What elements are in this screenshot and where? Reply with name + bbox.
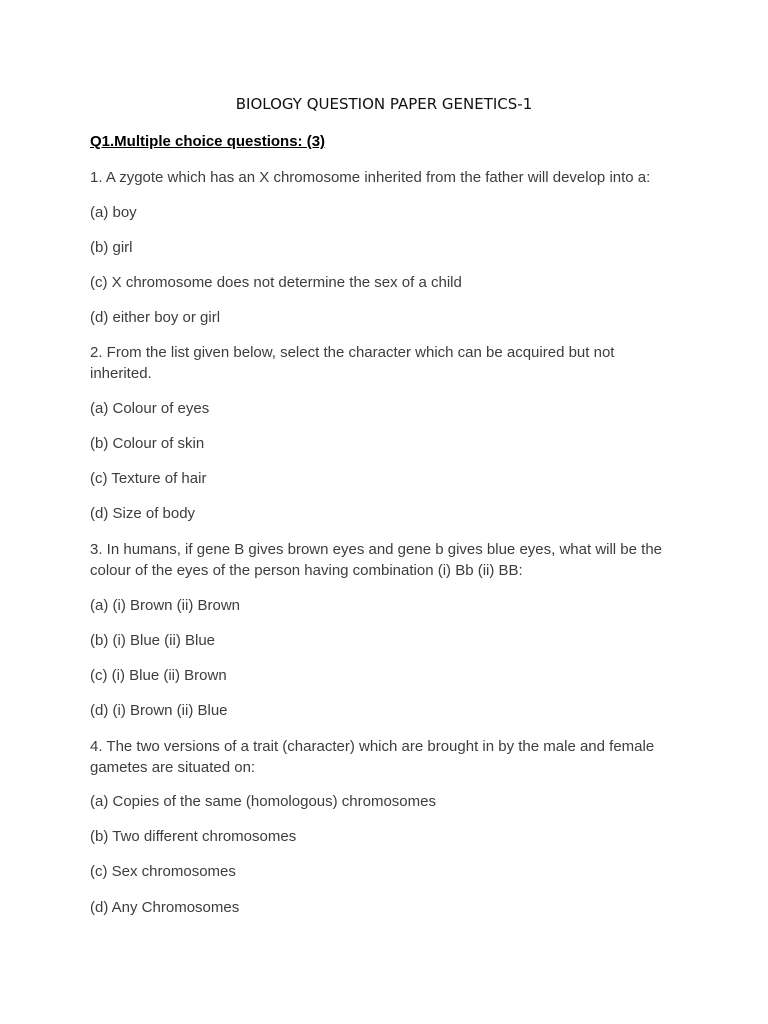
question-4-option-a: (a) Copies of the same (homologous) chromosomes <box>90 793 436 810</box>
question-2-option-d: (d) Size of body <box>90 505 196 522</box>
section-heading: Q1.Multiple choice questions: (3) <box>90 133 326 150</box>
question-3-text: 3. In humans, if gene B gives brown eyes and gene b gives blue eyes, what will be the colour of the eyes of the person having combination (i) Bb (ii) BB: <box>90 541 663 579</box>
question-4-option-c: (c) Sex chromosomes <box>90 863 236 880</box>
question-4-text: 4. The two versions of a trait (character) which are brought in by the male and female gametes are situated on: <box>90 738 655 776</box>
question-4-option-d: (d) Any Chromosomes <box>90 899 240 916</box>
question-2-option-b: (b) Colour of skin <box>90 435 205 452</box>
question-1-option-a: (a) boy <box>90 204 137 221</box>
question-1-option-c: (c) X chromosome does not determine the sex of a child <box>90 274 462 291</box>
question-3-option-d: (d) (i) Brown (ii) Blue <box>90 702 228 719</box>
question-2-text: 2. From the list given below, select the character which can be acquired but not inherited. <box>90 344 615 382</box>
question-1-text: 1. A zygote which has an X chromosome inherited from the father will develop into a: <box>90 169 651 186</box>
question-3-option-c: (c) (i) Blue (ii) Brown <box>90 667 227 684</box>
question-3-option-a: (a) (i) Brown (ii) Brown <box>90 597 241 614</box>
question-1-option-d: (d) either boy or girl <box>90 309 221 326</box>
question-1-option-b: (b) girl <box>90 239 133 256</box>
question-2-option-c: (c) Texture of hair <box>90 470 207 487</box>
page-title: BIOLOGY QUESTION PAPER GENETICS-1 <box>235 95 533 113</box>
question-2-option-a: (a) Colour of eyes <box>90 400 210 417</box>
question-3-option-b: (b) (i) Blue (ii) Blue <box>90 632 216 649</box>
question-4-option-b: (b) Two different chromosomes <box>90 828 297 845</box>
